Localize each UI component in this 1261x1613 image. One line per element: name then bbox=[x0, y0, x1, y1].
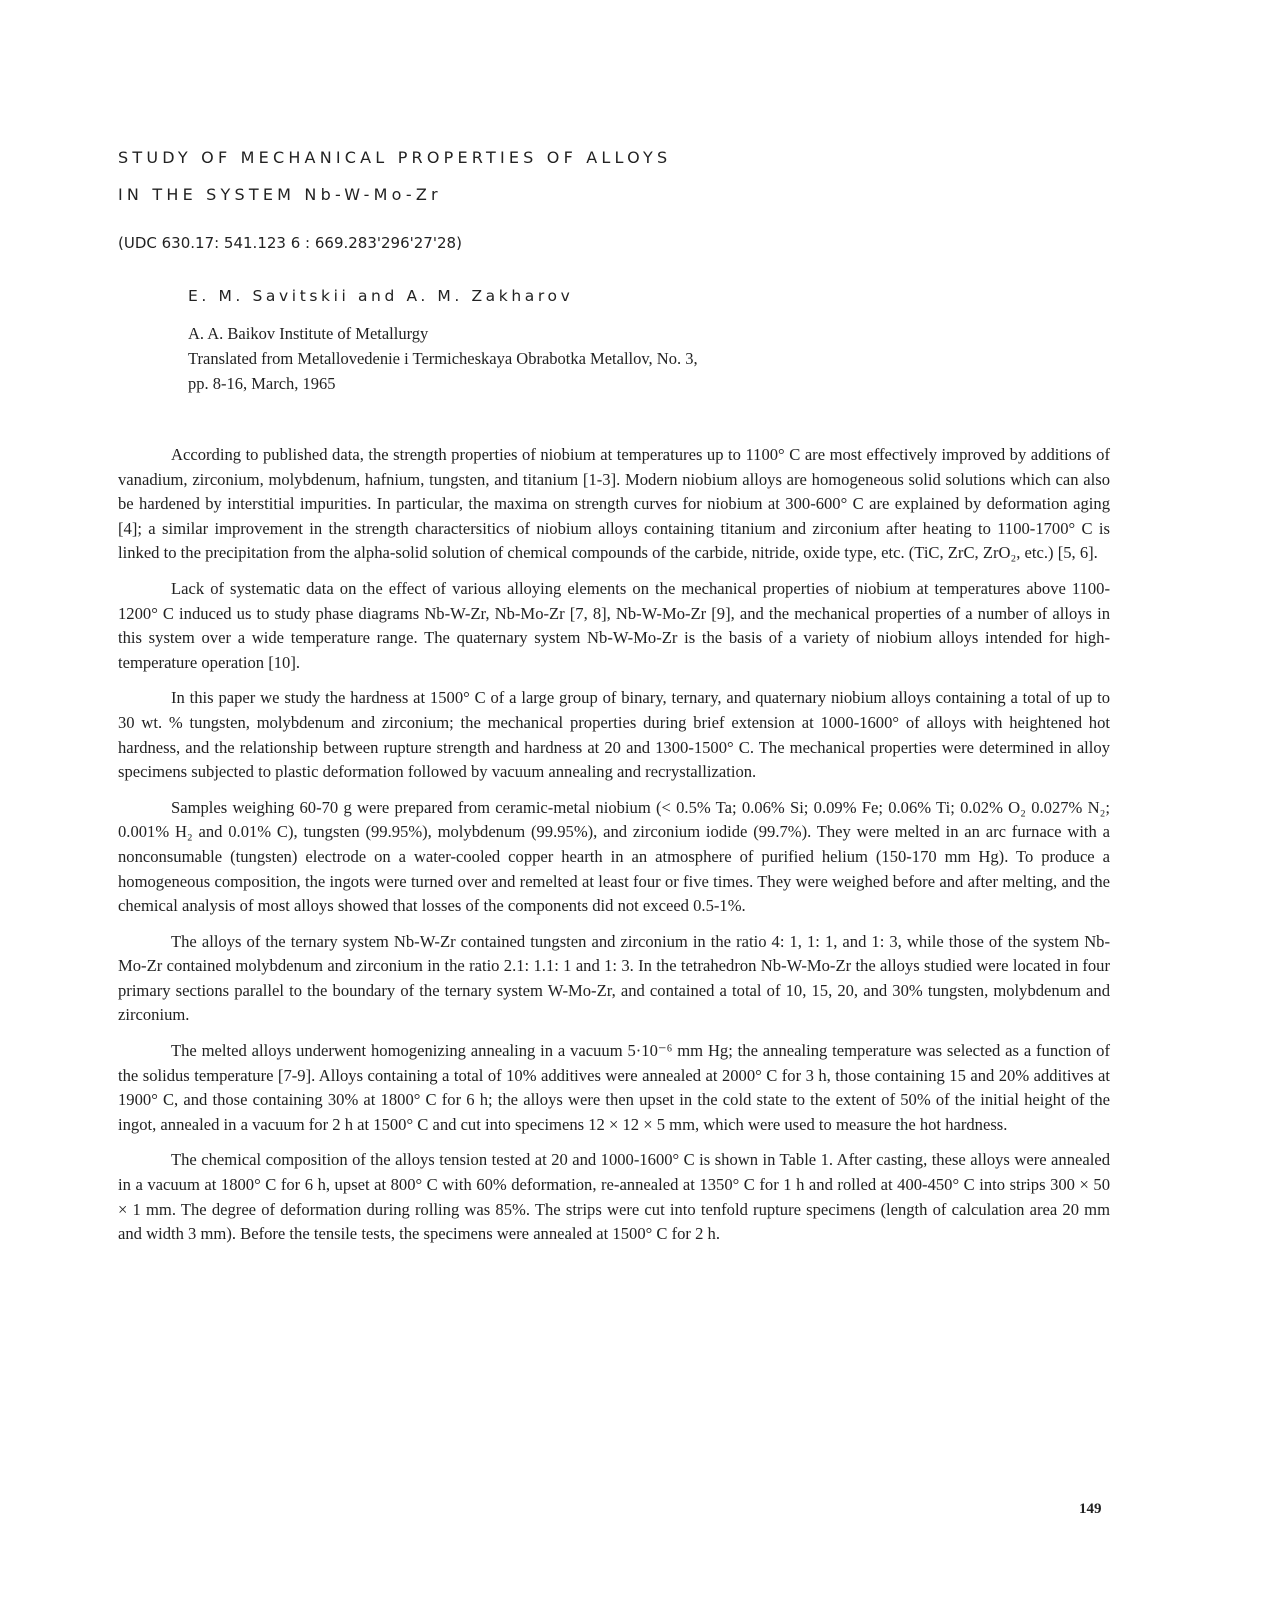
article-body bbox=[118, 443, 1110, 1258]
pages-date: pp. 8-16, March, 1965 bbox=[188, 374, 336, 393]
paragraph: The chemical composition of the alloys tension tested at 20 and 1000-1600° C is shown in Table 1. After casting, these alloys were annealed in a vacuum at 1800° C for 6 h, upset at 800° C with 60% deformation, re-annealed at 1350° C for 1 h and rolled at 400-450° C into strips 300 × 50 × 1 mm. The degree of deformation during rolling was 85%. The strips were cut into tenfold rupture specimens (length of calculation area 20 mm and width 3 mm). Before the tensile tests, the specimens were annealed at 1500° C for 2 h. bbox=[118, 1150, 1110, 1244]
paragraph: According to published data, the strength properties of niobium at temperatures up to 1100° C are most effectively improved by additions of vanadium, zirconium, molybdenum, hafnium, tungsten, and titanium [1-3]. Modern niobium alloys are homogeneous solid solutions which can also be hardened by interstitial impurities. In particular, the maxima on strength curves for niobium at 300-600° C are explained by deformation aging [4]; a similar improvement in the strength charactersitics of niobium alloys containing titanium and zirconium after heating to 1100-1700° C is linked to the precipitation from the alpha-solid solution of chemical compounds of the carbide, nitride, oxide type, etc. (TiC, ZrC, ZrO₂, etc.) [5, 6]. bbox=[118, 445, 1110, 563]
paragraph: In this paper we study the hardness at 1500° C of a large group of binary, ternary, and quaternary niobium alloys containing a total of up to 30 wt. % tungsten, molybdenum and zirconium; the mechanical properties during brief extension at 1000-1600° of alloys with heightened hot hardness, and the relationship between rupture strength and hardness at 20 and 1300-1500° C. The mechanical properties were determined in alloy specimens subjected to plastic deformation followed by vacuum annealing and recrystallization. bbox=[118, 688, 1110, 782]
article-title-line-2: IN THE SYSTEM Nb-W-Mo-Zr bbox=[118, 185, 442, 204]
article-title-line-1: STUDY OF MECHANICAL PROPERTIES OF ALLOYS bbox=[118, 148, 672, 167]
page-number: 149 bbox=[1079, 1501, 1102, 1517]
translation-source: Translated from Metallovedenie i Termicheskaya Obrabotka Metallov, No. 3, bbox=[188, 349, 698, 368]
paragraph: Samples weighing 60-70 g were prepared from ceramic-metal niobium (< 0.5% Ta; 0.06% Si; 0.09% Fe; 0.06% Ti; 0.02% O₂ 0.027% N₂; 0.001% H₂ and 0.01% C), tungsten (99.95%), molybdenum (99.95%), and zirconium iodide (99.7%). They were melted in an arc furnace with a nonconsumable (tungsten) electrode on a water-cooled copper hearth in an atmosphere of purified helium (150-170 mm Hg). To produce a homogeneous composition, the ingots were turned over and remelted at least four or five times. They were weighed before and after melting, and the chemical analysis of most alloys showed that losses of the components did not exceed 0.5-1%. bbox=[118, 797, 1110, 916]
paragraph: Lack of systematic data on the effect of various alloying elements on the mechanical properties of niobium at temperatures above 1100-1200° C induced us to study phase diagrams Nb-W-Zr, Nb-Mo-Zr [7, 8], Nb-W-Mo-Zr [9], and the mechanical properties of a number of alloys in this system over a wide temperature range. The quaternary system Nb-W-Mo-Zr is the basis of a variety of niobium alloys intended for high-temperature operation [10]. bbox=[118, 578, 1110, 672]
institute: A. A. Baikov Institute of Metallurgy bbox=[188, 324, 429, 343]
paragraph: The alloys of the ternary system Nb-W-Zr contained tungsten and zirconium in the ratio 4: 1, 1: 1, and 1: 3, while those of the system Nb-Mo-Zr contained molybdenum and zirconium in the ratio 2.1: 1.1: 1 and 1: 3. In the tetrahedron Nb-W-Mo-Zr the alloys studied were located in four primary sections parallel to the boundary of the ternary system W-Mo-Zr, and contained a total of 10, 15, 20, and 30% tungsten, molybdenum and zirconium. bbox=[118, 931, 1110, 1025]
paragraph: The melted alloys underwent homogenizing annealing in a vacuum 5·10⁻⁶ mm Hg; the annealing temperature was selected as a function of the solidus temperature [7-9]. Alloys containing a total of 10% additives were annealed at 2000° C for 3 h, those containing 15 and 20% additives at 1900° C, and those containing 30% at 1800° C for 6 h; the alloys were then upset in the cold state to the extent of 50% of the initial height of the ingot, annealed in a vacuum for 2 h at 1500° C and cut into specimens 12 × 12 × 5 mm, which were used to measure the hot hardness. bbox=[118, 1041, 1110, 1134]
udc-classification: (UDC 630.17: 541.123 6 : 669.283'296'27'28) bbox=[118, 234, 462, 252]
affiliation-block bbox=[188, 321, 698, 396]
authors: E. M. Savitskii and A. M. Zakharov bbox=[188, 287, 574, 305]
